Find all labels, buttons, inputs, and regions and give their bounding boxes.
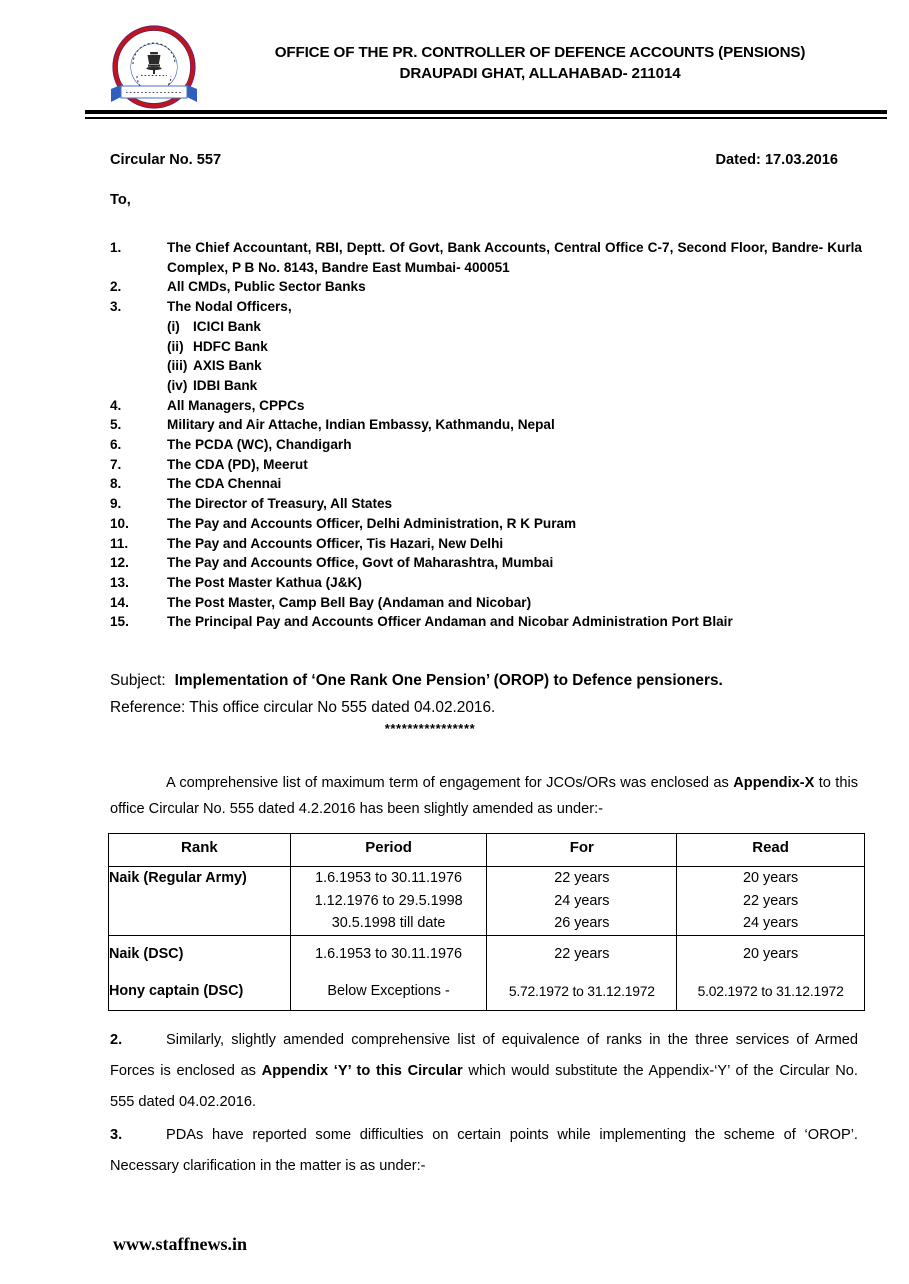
addressee-text: The PCDA (WC), Chandigarh (167, 437, 352, 453)
addressee-number: 10. (110, 515, 129, 531)
addressee-text: The Director of Treasury, All States (167, 496, 393, 512)
for-value: 5.72.1972 to 31.12.1972 (508, 982, 655, 999)
addressee-item (110, 494, 862, 514)
addressee-text: All CMDs, Public Sector Banks (167, 279, 366, 295)
addressee-subitem (110, 337, 862, 357)
subject-label: Subject: (110, 672, 166, 689)
table-header-row (109, 834, 865, 867)
addressee-item (110, 435, 862, 455)
addressee-number: 4. (110, 397, 122, 413)
addressee-number: 1. (110, 240, 122, 255)
rank-label: Hony captain (DSC) (109, 982, 244, 999)
for-value: 26 years (554, 915, 610, 931)
table-cell-for (487, 935, 677, 1010)
addressee-subitem-text: ICICI Bank (193, 318, 261, 334)
addressee-subitem (110, 317, 862, 337)
intro-part-2: to this office Circular No. 555 dated 4.2.2016 has been slightly amended as under:- (110, 775, 858, 817)
addressee-subitem-numeral: (i) (167, 318, 180, 334)
addressee-item (110, 297, 862, 317)
addressee-subitem-text: AXIS Bank (193, 358, 262, 374)
subject-block (110, 668, 858, 736)
addressee-number: 6. (110, 437, 122, 453)
addressee-number: 15. (110, 614, 129, 630)
read-value: 20 years (743, 870, 799, 886)
table-cell-for (487, 867, 677, 936)
circular-number: Circular No. 557 (110, 152, 222, 168)
circular-date: Dated: 17.03.2016 (715, 152, 838, 168)
addressee-number: 7. (110, 456, 122, 472)
table-header-rank: Rank (109, 834, 291, 867)
separator-stars: **************** (384, 721, 476, 736)
rank-label: Naik (Regular Army) (109, 870, 247, 886)
addressee-item (110, 612, 862, 632)
table-cell-rank (109, 867, 291, 936)
paragraph-2-part-1: Similarly, slightly amended comprehensive list of equivalence of ranks in the three services of Armed Forces is enclosed as (110, 1032, 858, 1079)
addressee-subitem (110, 356, 862, 376)
period-value: Below Exceptions - (327, 982, 450, 999)
table-cell-read (677, 935, 865, 1010)
paragraph-2 (110, 1025, 858, 1118)
addressee-subitem-text: HDFC Bank (193, 338, 268, 354)
addressee-item (110, 415, 862, 435)
addressee-item (110, 396, 862, 416)
table-cell-rank (109, 935, 291, 1010)
addressee-list (110, 238, 862, 632)
paragraph-2-number: 2. (110, 1032, 123, 1048)
addressee-text: The Principal Pay and Accounts Officer Andaman and Nicobar Administration Port Blair (167, 614, 733, 630)
footer-watermark: www.staffnews.in (113, 1234, 248, 1254)
addressee-number: 12. (110, 555, 129, 571)
for-value: 24 years (554, 892, 610, 909)
rank-label: Naik (DSC) (109, 945, 184, 962)
addressee-item (110, 514, 862, 534)
addressee-text: All Managers, CPPCs (167, 397, 305, 413)
office-title-line-2: DRAUPADI GHAT, ALLAHABAD- 211014 (399, 65, 681, 82)
addressee-number: 13. (110, 574, 129, 590)
addressee-text: The Post Master, Camp Bell Bay (Andaman and Nicobar) (167, 594, 532, 610)
table-row (109, 867, 865, 936)
addressee-item (110, 573, 862, 593)
document-header (0, 0, 909, 112)
addressee-text: Military and Air Attache, Indian Embassy, Kathmandu, Nepal (167, 417, 555, 433)
india-government-emblem-logo (103, 24, 205, 114)
subject-line (110, 668, 858, 693)
paragraph-3-number: 3. (110, 1127, 123, 1143)
period-value: 1.12.1976 to 29.5.1998 (314, 892, 463, 909)
addressee-number: 11. (110, 535, 129, 551)
addressee-text: The CDA Chennai (167, 476, 282, 492)
addressee-number: 8. (110, 476, 122, 492)
intro-part-1: A comprehensive list of maximum term of engagement for JCOs/ORs was enclosed as (166, 775, 734, 791)
office-title-block (220, 42, 860, 84)
office-title-line-1: OFFICE OF THE PR. CONTROLLER OF DEFENCE ACCOUNTS (PENSIONS) (274, 44, 806, 61)
table-header-read: Read (677, 834, 865, 867)
to-label: To, (110, 192, 131, 208)
period-value: 1.6.1953 to 30.11.1976 (315, 945, 463, 962)
addressee-number: 2. (110, 279, 122, 295)
period-value: 1.6.1953 to 30.11.1976 (315, 870, 463, 886)
addressee-text: The Chief Accountant, RBI, Deptt. Of Govt, Bank Accounts, Central Office C-7, Second Floor, Bandre- Kurla Complex, P B No. 8143, Bandre East Mumbai- 400051 (167, 240, 862, 275)
period-value: 30.5.1998 till date (331, 915, 446, 931)
addressee-number: 14. (110, 594, 129, 610)
paragraph-3 (110, 1120, 858, 1182)
addressee-subitem-numeral: (ii) (167, 338, 184, 354)
addressee-item (110, 534, 862, 554)
appendix-x-bold: Appendix-X (733, 775, 815, 791)
reference-line: Reference: This office circular No 555 dated 04.02.2016. (110, 699, 496, 716)
paragraph-3-text: PDAs have reported some difficulties on certain points while implementing the scheme of ‘OROP’. Necessary clarification in the matter is as under:- (110, 1127, 858, 1174)
intro-paragraph (110, 770, 858, 822)
addressee-item (110, 455, 862, 475)
addressee-text: The Pay and Accounts Officer, Tis Hazari, New Delhi (167, 535, 504, 551)
appendix-y-bold: Appendix ‘Y’ to this Circular (261, 1063, 463, 1079)
header-rule-thin (85, 117, 887, 119)
for-value: 22 years (554, 945, 610, 962)
addressee-item (110, 474, 862, 494)
addressee-item (110, 277, 862, 297)
circular-meta-row (110, 152, 838, 168)
for-value: 22 years (554, 870, 610, 886)
table-cell-period (290, 867, 487, 936)
addressee-subitem-numeral: (iii) (167, 358, 188, 374)
table-cell-period (290, 935, 487, 1010)
table-cell-read (677, 867, 865, 936)
addressee-text: The Post Master Kathua (J&K) (167, 574, 362, 590)
addressee-text: The Pay and Accounts Office, Govt of Maharashtra, Mumbai (167, 555, 554, 571)
paragraph-2-part-2: which would substitute the Appendix-‘Y’ of the Circular No. 555 dated 04.02.2016. (110, 1063, 858, 1110)
table-header-period: Period (290, 834, 487, 867)
addressee-number: 5. (110, 417, 122, 433)
header-rule-thick (85, 110, 887, 114)
amendment-table (108, 833, 865, 1011)
read-value: 22 years (743, 892, 799, 909)
addressee-text: The Nodal Officers, (167, 299, 292, 315)
table-row (109, 935, 865, 1010)
addressee-text: The CDA (PD), Meerut (167, 456, 308, 472)
addressee-subitem (110, 376, 862, 396)
addressee-text: The Pay and Accounts Officer, Delhi Administration, R K Puram (167, 515, 577, 531)
addressee-subitem-numeral: (iv) (167, 377, 188, 393)
addressee-number: 3. (110, 299, 122, 315)
addressee-item (110, 593, 862, 613)
addressee-subitem-text: IDBI Bank (193, 377, 258, 393)
addressee-item (110, 553, 862, 573)
subject-text: Implementation of ‘One Rank One Pension’ (OROP) to Defence pensioners. (174, 672, 723, 689)
read-value: 20 years (743, 945, 799, 962)
addressee-number: 9. (110, 496, 122, 512)
read-value: 24 years (743, 915, 799, 931)
table-header-for: For (487, 834, 677, 867)
read-value: 5.02.1972 to 31.12.1972 (697, 982, 844, 999)
addressee-item (110, 238, 862, 277)
